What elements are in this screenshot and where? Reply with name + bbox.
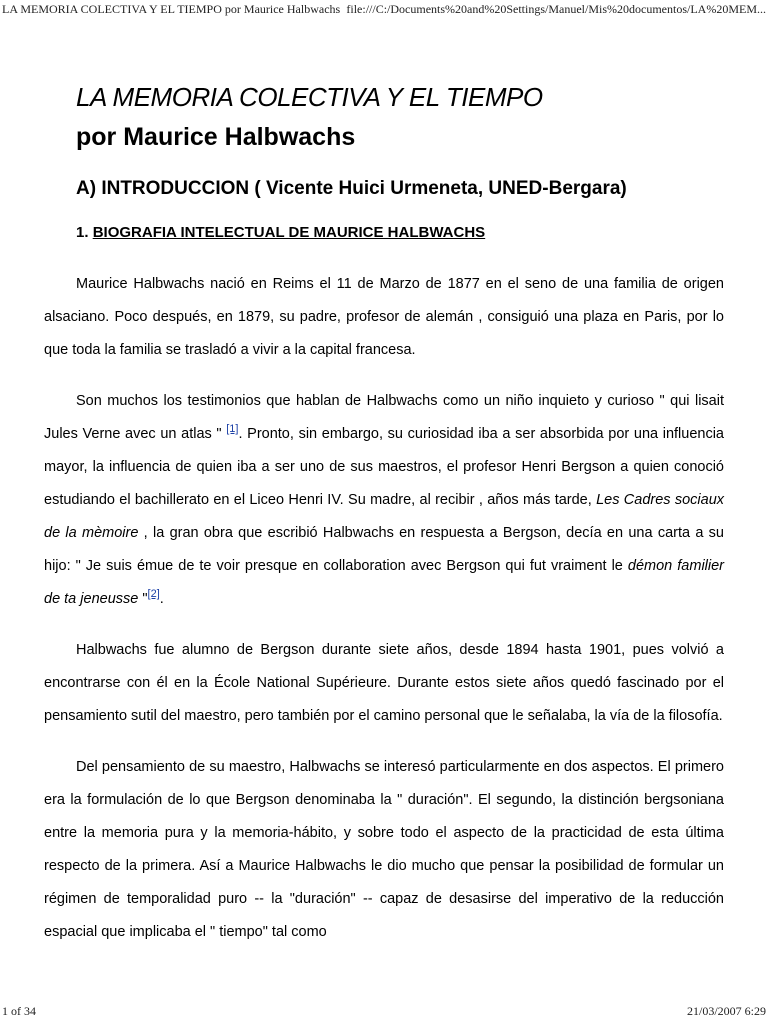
paragraph-2-text-c: , la gran obra que escribió Halbwachs en respuesta a Bergson, decía en una carta a su hijo: " Je suis émue de te voir presque en collaboration avec Bergson qui fut vraiment le bbox=[44, 525, 724, 574]
section-1-heading bbox=[44, 222, 724, 268]
print-header bbox=[0, 2, 768, 18]
paragraph-2 bbox=[44, 385, 724, 616]
section-1-title: BIOGRAFIA INTELECTUAL DE MAURICE HALBWACHS bbox=[92, 224, 486, 241]
paragraph-1: Maurice Halbwachs nació en Reims el 11 de Marzo de 1877 en el seno de una familia de origen alsaciano. Poco después, en 1879, su padre, profesor de alemán , consiguió una plaza en Paris, por lo que toda la familia se trasladó a vivir a la capital francesa. bbox=[44, 276, 724, 358]
paragraph-2-text-a: Son muchos los testimonios que hablan de Halbwachs como un niño inquieto y curioso " qui lisait Jules Verne avec un atlas " bbox=[44, 393, 724, 442]
footnote-link-2[interactable]: [2] bbox=[147, 588, 160, 601]
footnote-link-1[interactable]: [1] bbox=[226, 423, 239, 436]
print-footer bbox=[0, 1004, 768, 1020]
paragraph-2-text-e: . bbox=[159, 591, 164, 607]
document-body bbox=[44, 80, 724, 967]
print-header-title: LA MEMORIA COLECTIVA Y EL TIEMPO por Maurice Halbwachs bbox=[2, 2, 341, 16]
section-a-heading: A) INTRODUCCION ( Vicente Huici Urmeneta, UNED-Bergara) bbox=[76, 178, 627, 199]
print-header-url: file:///C:/Documents%20and%20Settings/Manuel/Mis%20documentos/LA%20MEM... bbox=[346, 2, 766, 16]
paragraph-2-text-d: " bbox=[138, 591, 148, 607]
paragraph-3: Halbwachs fue alumno de Bergson durante siete años, desde 1894 hasta 1901, pues volvió a encontrarse con él en la École National Supérieure. Durante estos siete años quedó fascinado por el pensamiento sutil del maestro, pero también por el camino personal que le señalaba, la vía de la filosofía. bbox=[44, 642, 724, 724]
document-title: LA MEMORIA COLECTIVA Y EL TIEMPO bbox=[76, 82, 543, 112]
book-title: Les Cadres sociaux de la mèmoire bbox=[44, 492, 725, 541]
paragraph-2-text-b: . Pronto, sin embargo, su curiosidad iba a ser absorbida por una influencia mayor, la influencia de quien iba a ser uno de sus maestros, el profesor Henri Bergson a quien conoció estudiando el bachillerato en el Liceo Henri IV. Su madre, al recibir , años más tarde, bbox=[44, 426, 724, 508]
paragraph-4: Del pensamiento de su maestro, Halbwachs se interesó particularmente en dos aspectos. El primero era la formulación de lo que Bergson denominaba la " duración". El segundo, la distinción bergsoniana entre la memoria pura y la memoria-hábito, y sobre todo el aspecto de la practicidad de esta última respecto de la primera. Así a Maurice Halbwachs le dio mucho que pensar la posibilidad de formular un régimen de temporalidad puro -- la "duración" -- capaz de desasirse del imperativo de la reducción espacial que implicaba el " tiempo" tal como bbox=[44, 759, 724, 940]
document-author: por Maurice Halbwachs bbox=[76, 123, 356, 151]
print-timestamp: 21/03/2007 6:29 bbox=[686, 1004, 766, 1018]
italic-quote: démon familier de ta jeneusse bbox=[44, 558, 724, 607]
section-1-number: 1. bbox=[76, 224, 89, 241]
page-counter: 1 of 34 bbox=[2, 1004, 36, 1018]
